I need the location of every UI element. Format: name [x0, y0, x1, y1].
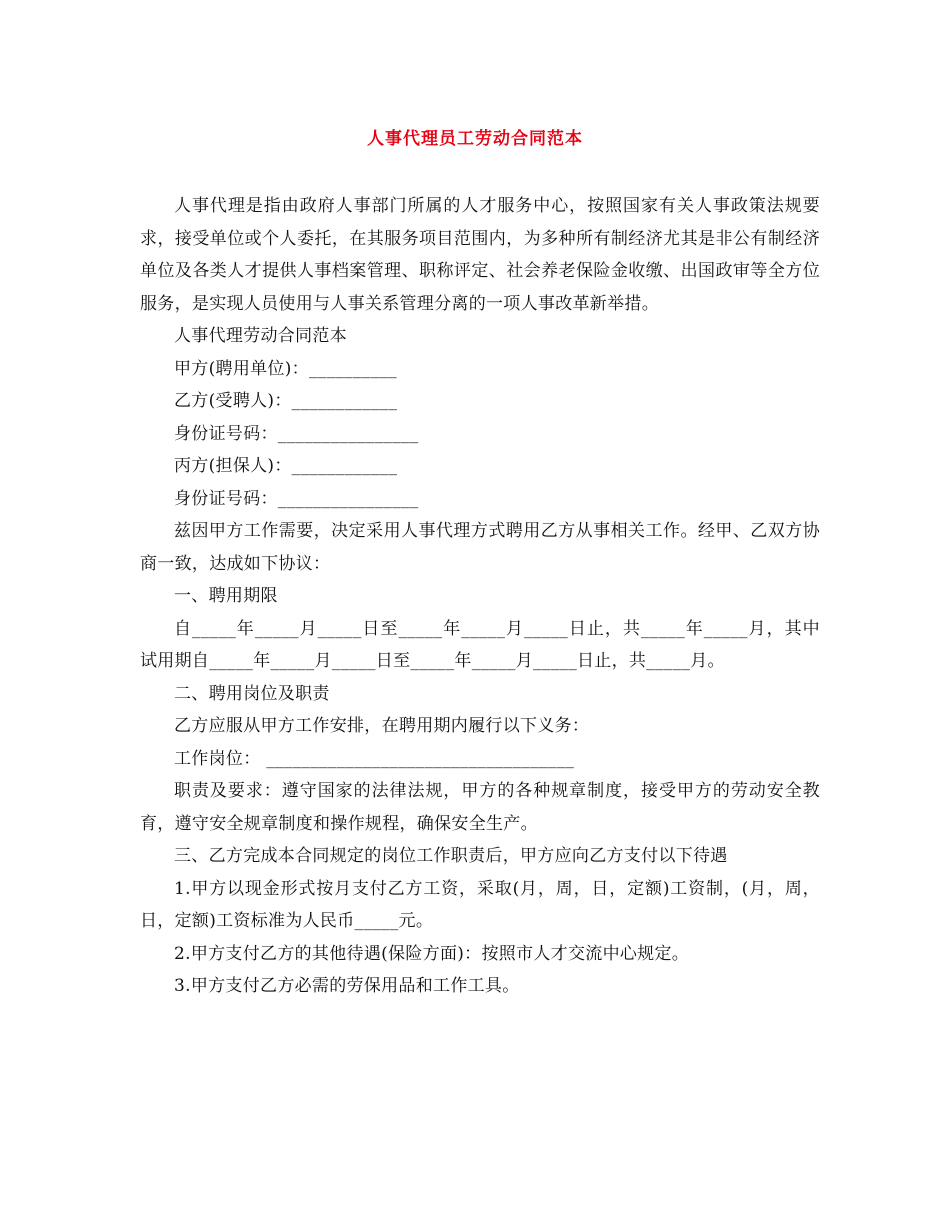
section-position-heading: 二、聘用岗位及职责: [174, 683, 330, 704]
party-b-id-line: 身份证号码：________________: [174, 423, 419, 444]
position-line: 工作岗位： ___________________________________: [174, 748, 575, 769]
paragraph-heading: 人事代理劳动合同范本: [174, 326, 347, 346]
document-title: 人事代理员工劳动合同范本: [367, 129, 583, 149]
pay-item-2: 2.甲方支付乙方的其他待遇(保险方面)：按照市人才交流中心规定。: [174, 943, 690, 964]
agreement-paragraph: 兹因甲方工作需要，决定采用人事代理方式聘用乙方从事相关工作。经甲、乙双方协商一致，达成如下协议：: [140, 521, 820, 574]
party-b-line: 乙方(受聘人)：____________: [174, 391, 398, 411]
party-c-line: 丙方(担保人)：____________: [174, 456, 398, 476]
party-a-line: 甲方(聘用单位)：__________: [174, 358, 397, 379]
obligation-paragraph: 乙方应服从甲方工作安排，在聘用期内履行以下义务：: [174, 716, 590, 736]
term-paragraph: 自_____年_____月_____日至_____年_____月_____日止，共_____年_____月，其中试用期自_____年_____月_____日至_____年_____月_____日止，共_____月。: [140, 618, 820, 671]
pay-item-1: 1.甲方以现金形式按月支付乙方工资，采取(月，周，日，定额)工资制，(月，周，日，定额)工资标准为人民币_____元。: [140, 878, 820, 931]
paragraph-intro: 人事代理是指由政府人事部门所属的人才服务中心，按照国家有关人事政策法规要求，接受单位或个人委托，在其服务项目范围内，为多种所有制经济尤其是非公有制经济单位及各类人才提供人事档案管理、职称评定、社会养老保险金收缴、出国政审等全方位服务，是实现人员使用与人事关系管理分离的一项人事改革新举措。: [140, 196, 820, 314]
section-pay-heading: 三、乙方完成本合同规定的岗位工作职责后，甲方应向乙方支付以下待遇: [174, 846, 728, 866]
section-term-heading: 一、聘用期限: [174, 586, 278, 606]
pay-item-3: 3.甲方支付乙方必需的劳保用品和工作工具。: [174, 976, 520, 996]
duties-paragraph: 职责及要求：遵守国家的法律法规，甲方的各种规章制度，接受甲方的劳动安全教育，遵守安全规章制度和操作规程，确保安全生产。: [140, 781, 820, 834]
party-c-id-line: 身份证号码：________________: [174, 488, 419, 509]
document-body: [140, 190, 820, 1003]
